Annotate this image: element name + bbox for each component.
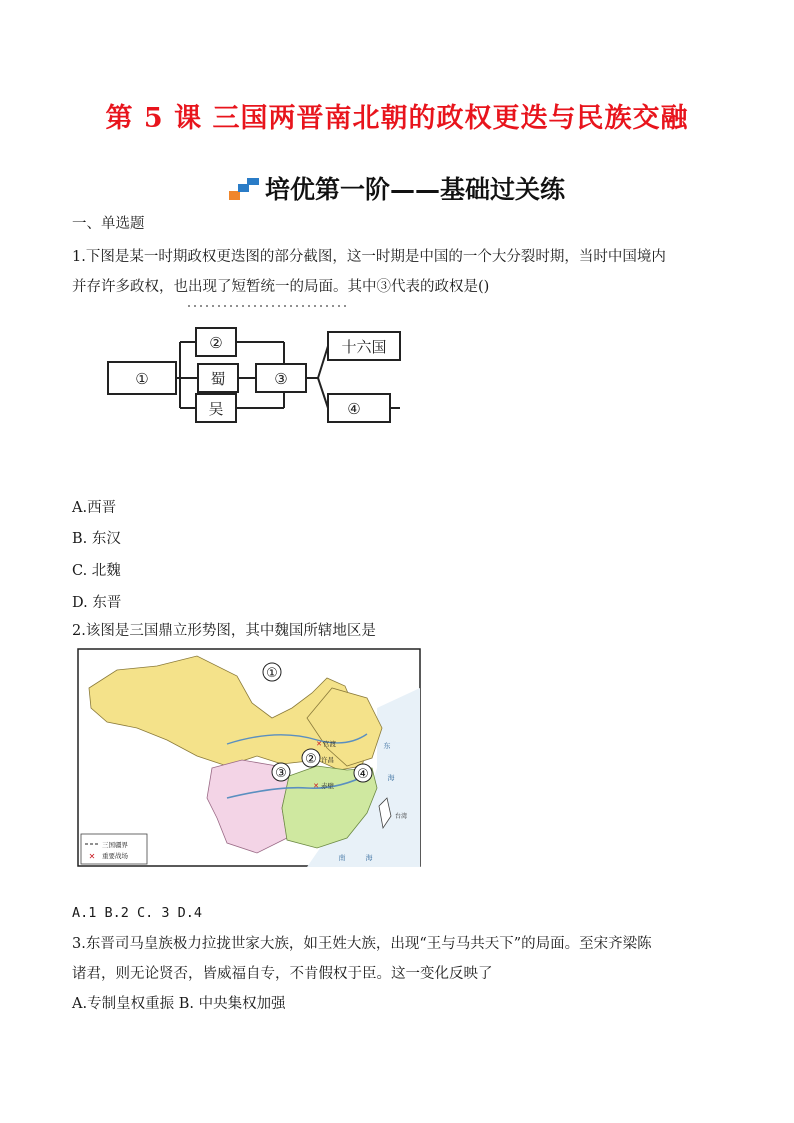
marker-4: ④ xyxy=(357,767,369,782)
place-chibi: 赤壁 xyxy=(321,782,334,790)
box4-label: ④ xyxy=(347,400,361,418)
q3-stem-line2: 诸君，则无论贤否，皆威福自专，不肯假权于臣。这一变化反映了 xyxy=(72,966,493,982)
q1-option-c[interactable]: C. 北魏 xyxy=(72,563,121,579)
place-xuchang: 许昌 xyxy=(321,756,334,764)
q1-option-a[interactable]: A.西晋 xyxy=(72,500,117,516)
legend-battle: 重要战场 xyxy=(102,852,128,860)
sea-east-1: 东 xyxy=(383,742,391,750)
sea-east-2: 海 xyxy=(387,774,395,782)
q1-option-b[interactable]: B. 东汉 xyxy=(72,531,121,547)
q2-options[interactable]: A.1 B.2 C. 3 D.4 xyxy=(72,905,203,921)
q1-stem-line1: 1.下图是某一时期政权更迭图的部分截图，这一时期是中国的一个大分裂时期，当时中国境内 xyxy=(72,249,666,265)
place-guandu: 官渡 xyxy=(323,740,336,748)
subtitle-text: 培优第一阶——基础过关练 xyxy=(264,175,565,204)
legend-border: 三国疆界 xyxy=(102,841,128,849)
q1-option-d[interactable]: D. 东晋 xyxy=(72,595,122,611)
lesson-title: 第 5 课 三国两晋南北朝的政权更迭与民族交融 xyxy=(105,103,689,134)
q3-options[interactable]: A.专制皇权重振 B. 中央集权加强 xyxy=(72,996,286,1012)
battle-icon: ✕ xyxy=(88,852,96,861)
sixteen-label: 十六国 xyxy=(341,338,387,356)
marker-1: ① xyxy=(266,666,278,681)
wu-label: 吴 xyxy=(208,400,224,418)
marker-2: ② xyxy=(305,752,317,767)
svg-text:✕: ✕ xyxy=(316,740,322,748)
box1-label: ① xyxy=(135,370,149,388)
island-label: 台湾 xyxy=(395,813,408,820)
shu-label: 蜀 xyxy=(210,370,226,388)
sea-south-2: 海 xyxy=(365,854,373,862)
stairs-logo-icon xyxy=(229,178,259,200)
q1-stem-line2: 并存许多政权，也出现了短暂统一的局面。其中③代表的政权是() xyxy=(72,279,490,295)
marker-3: ③ xyxy=(275,766,287,781)
sea-south-1: 南 xyxy=(338,854,346,862)
svg-text:✕: ✕ xyxy=(313,782,319,790)
three-kingdoms-map xyxy=(77,648,421,867)
section-heading: 一、单选题 xyxy=(72,216,145,232)
box3-label: ③ xyxy=(274,370,288,388)
q3-stem-line1: 3.东晋司马皇族极力拉拢世家大族，如王姓大族，出现“王与马共天下”的局面。至宋齐梁陈 xyxy=(72,936,652,952)
box2-label: ② xyxy=(209,334,223,352)
q2-stem: 2.该图是三国鼎立形势图，其中魏国所辖地区是 xyxy=(72,623,376,639)
regime-succession-diagram xyxy=(96,304,406,434)
subtitle xyxy=(0,170,794,206)
